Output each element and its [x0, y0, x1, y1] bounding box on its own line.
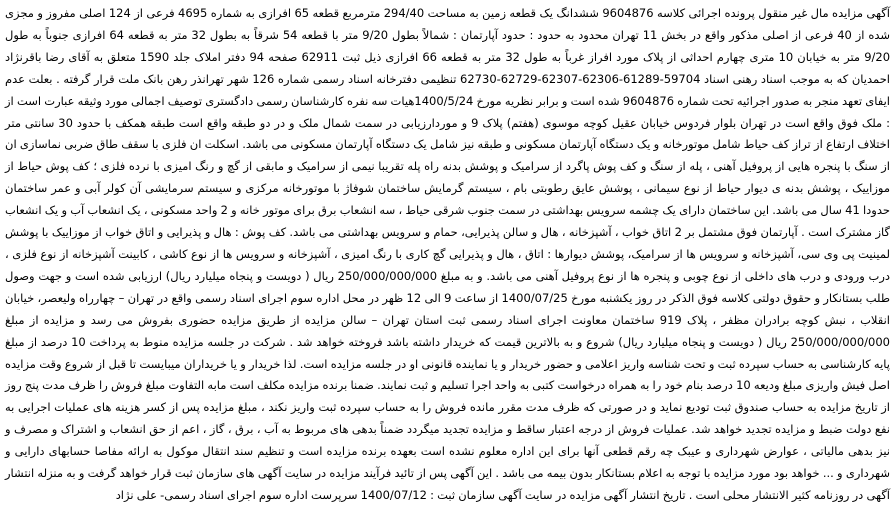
notice-body-text: آگهی مزایده مال غیر منقول پرونده اجرائی کلاسه 9604876 ششدانگ یک قطعه زمین به مساحت 294/40 مترمربع قطعه 65 افرازی به شماره 4695 فرعی از 124 اصلی مفروز و مجزی شده از 40 فرعی از اصلی مذکور واقع در بخش 11 تهران محدود به حدود : حدود آپارتمان : شمالاً بطول 9/20 متر با قطعه 54 شرقاً به بطول 32 متر به قطعه 64 افرازی جنوباً به طول 9/20 متر به خیابان 10 متری چهارم احداثی از پلاک مورد افراز غرباً به طول 32 متر به قطعه 66 افرازی ذیل ثبت 62911 صفحه 94 دفتر املاک جلد 1590 متعلق به آقای رضا باقرنژاد احمدیان که به موجب اسناد رهنی اسناد 59704-61289-62306-62307-62729-62730 تنظیمی دفترخانه اسناد رسمی شماره 126 شهر تهرانذر رهن بانک ملت قرار گرفته . بعلت عدم ایفای تعهد منجر به صدور اجرائیه تحت شماره 9604876 شده است و برابر نظریه مورخ 1400/5/24هیات سه نفره کارشناسان رسمی دادگستری توصیف اجمالی مورد وثیقه عبارت است از : ملک فوق واقع است در تهران بلوار فردوس خیابان عقیل کوچه موسوی (هفتم) پلاک 9 و موردارزیابی در سمت شمال ملک و در دو طبقه واقع است طبقه همکف با حدود 30 سانتی متر اختلاف ارتفاع از تراز کف حیاط شامل موتورخانه و یک دستگاه آپارتمان مسکونی و طبقه نیز شامل یک دستگاه آپارتمان مسکونی می باشد. اسکلت ان فلزی با سقف طاق ضربی نماسازی ان از سنگ با پنجره هایی از پروفیل آهنی ، پله از سنگ و کف پوش پاگرد از سرامیک و پوشش بدنه راه پله تقریبا نیمی از سرامیک و مابقی از گچ و رنگ امیزی با نرده فلزی ؛ کف پوش حیاط از موزاییک ، پوشش بدنه ی دیوار حیاط از نوع سیمانی ، پوشش عایق رطوبتی بام ، سیستم گرمایش ساختمان شوفاژ با موتورخانه مرکزی و سیستم سرمایشی آن کولر آبی و عمر ساختمان حدودا 41 سال می باشد. این ساختمان دارای یک چشمه سرویس بهداشتی در سمت جنوب شرقی حیاط ، سه انشعاب برق برای موتور خانه و 2 واحد مسکونی ، یک انشعاب آب و یک انشعاب گاز مشترک است . آپارتمان فوق مشتمل بر 2 اتاق خواب ، آشپزخانه ، هال و سالن پذیرایی، حمام و سرویس بهداشتی می باشد. کف پوش : هال و پذیرایی و اتاق خواب از موزاییک با پوشش لمینیت پی وی سی، آشپزخانه و سرویس ها از سرامیک، پوشش دیوارها : اتاق ، هال و پذیرایی گچ کاری با رنگ امیزی ، آشپزخانه و سرویس ها از نوع کاشی ، کابینت آشپزخانه از نوع فلزی ، درب ورودی و درب های داخلی از نوع چوبی و پنجره ها از نوع پروفیل آهنی می باشد. و به مبلغ 250/000/000/000 ریال ( دویست و پنجاه میلیارد ریال) ارزیابی شده است و جهت وصول طلب بستانکار و حقوق دولتی کلاسه فوق الذکر در روز یکشنبه مورخ 1400/07/25 از ساعت 9 الی 12 ظهر در محل اداره سوم اجرای اسناد رسمی واقع در تهران – چهارراه ولیعصر، خیابان انقلاب ، نبش کوچه برادران مظفر ، پلاک 919 ساختمان معاونت اجرای اسناد رسمی ثبت استان تهران – سالن مزایده از طریق مزایده حضوری بفروش می رسد و مزایده از مبلغ 250/000/000/000 ریال ( دویست و پنجاه میلیارد ریال) شروع و به بالاترین قیمت که خریدار داشته باشد فروخته خواهد شد . شرکت در جلسه مزایده منوط به پرداخت 10 درصد از مبلغ پایه کارشناسی به حساب سپرده ثبت و تحت شناسه واریز اعلامی و حضور خریدار و یا نماینده قانونی او در جلسه مزایده است. لذا خریدار و یا خریداران میبایست تا قبل از شروع وقت مزایده اصل فیش واریزی مبلغ ودیعه 10 درصد بنام خود را به همراه درخواست کتبی به واحد اجرا تسلیم و ثبت نمایند. ضمنا برنده مزایده مکلف است مابه التفاوت مبلغ فروش را ظرف مدت پنج روز از تاریخ مزایده به حساب صندوق ثبت تودیع نماید و در صورتی که ظرف مدت مقرر مانده فروش را به حساب سپرده ثبت واریز نکند ، مبلغ مزایده پس از کسر هزینه های عملیات اجرایی به نفع دولت ضبط و مزایده تجدید خواهد شد. عملیات فروش از درجه اعتبار ساقط و مزایده تجدید میگردد ضمناً بدهی های مربوط به آب ، برق ، گاز ، اعم از حق انشعاب و اشتراک و مصرف و نیز بدهی مالیاتی ، عوارض شهرداری و عیبک چه رقم قطعی آنها برای این اداره معلوم نشده است بعهده برنده مزایده است و تنظیم سند انتقال موکول به ارائه مفاصا حسابهای دارایی و شهرداری و ... خواهد بود مورد مزایده با توجه به اعلام بستانکار بدون بیمه می باشد . این آگهی پس از تائید فرآیند مزایده در سایت آگهی های سازمان ثبت قرار خواهد گرفت و به منزله انتشار آگهی در روزنامه کثیر الانتشار محلی است . تاریخ انتشار آگهی مزایده در سایت آگهی سازمان ثبت : 1400/07/12 سرپرست اداره سوم اجرای اسناد رسمی- علی نژاد	[5, 6, 891, 502]
